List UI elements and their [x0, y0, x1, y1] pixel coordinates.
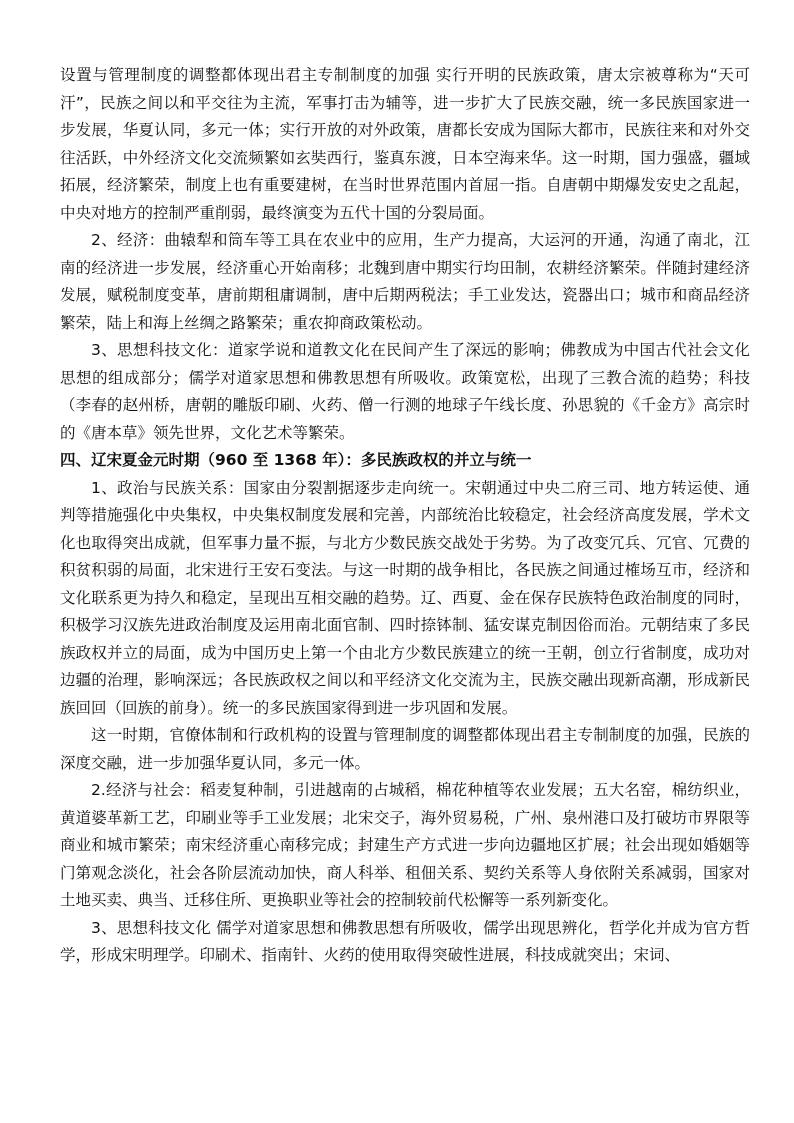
paragraph-song-culture: 3、思想科技文化 儒学对道家思想和佛教思想有所吸收，儒学出现思辨化，哲学化并成为官方哲学，形成宋明理学。印刷术、指南针、火药的使用取得突破性进展，科技成就突出；宋词、 [60, 918, 750, 964]
paragraph-song-economy: 2.经济与社会：稻麦复种制，引进越南的占城稻，棉花种植等农业发展；五大名窑，棉纺织业，黄道婆革新工艺，印刷业等手工业发展；北宋交子，海外贸易税，广州、泉州港口及打破坊市界限等商业和城市繁荣；南宋经济重心南移完成；封建生产方式进一步向边疆地区扩展；社会出现如婚姻等门第观念淡化，社会各阶层流动加快，商人科举、租佃关系、契约关系等人身依附关系减弱，国家对土地买卖、典当、迁移住所、更换职业等社会的控制较前代松懈等一系列新变化。 [60, 781, 750, 909]
paragraph-tang-economy: 2、经济：曲辕犁和筒车等工具在农业中的应用，生产力提高，大运河的开通，沟通了南北，江南的经济进一步发展，经济重心开始南移；北魏到唐中期实行均田制，农耕经济繁荣。伴随封建经济发展，赋税制度变革，唐前期租庸调制，唐中后期两税法；手工业发达，瓷器出口；城市和商品经济繁荣，陆上和海上丝绸之路繁荣；重农抑商政策松动。 [60, 231, 750, 332]
paragraph-song-summary: 这一时期，官僚体制和行政机构的设置与管理制度的调整都体现出君主专制制度的加强，民族的深度交融，进一步加强华夏认同，多元一体。 [60, 726, 750, 772]
section-heading: 四、辽宋夏金元时期（960 至 1368 年）：多民族政权的并立与统一 [60, 451, 532, 469]
paragraph-tang-culture: 3、思想科技文化：道家学说和道教文化在民间产生了深远的影响；佛教成为中国古代社会文化思想的组成部分；儒学对道家思想和佛教思想有所吸收。政策宽松，出现了三教合流的趋势；科技（李春的赵州桥，唐朝的雕版印刷、火药、僧一行测的地球子午线长度、孙思貌的《千金方》高宗时的《唐本草》领先世界，文化艺术等繁荣。 [60, 341, 750, 442]
document-page [60, 62, 750, 970]
paragraph-tang-politics-continued: 设置与管理制度的调整都体现出君主专制制度的加强 实行开明的民族政策，唐太宗被尊称为“天可汗”，民族之间以和平交往为主流，军事打击为辅等，进一步扩大了民族交融，统一多民族国家进一步发展，华夏认同，多元一体；实行开放的对外政策，唐都长安成为国际大都市，民族往来和对外交往活跃，中外经济文化交流频繁如玄奘西行，鉴真东渡，日本空海来华。这一时期，国力强盛，疆域拓展，经济繁荣，制度上也有重要建树，在当时世界范围内首屈一指。自唐朝中期爆发安史之乱起，中央对地方的控制严重削弱，最终演变为五代十国的分裂局面。 [60, 66, 750, 222]
paragraph-song-politics: 1、政治与民族关系：国家由分裂割据逐步走向统一。宋朝通过中央二府三司、地方转运使、通判等措施强化中央集权，中央集权制度发展和完善，内部统治比较稳定，社会经济高度发展，学术文化也取得突出成就，但军事力量不振，与北方少数民族交战处于劣势。为了改变冗兵、冗官、冗费的积贫积弱的局面，北宋进行王安石变法。与这一时期的战争相比，各民族之间通过榷场互市，经济和文化联系更为持久和稳定，呈现出互相交融的趋势。辽、西夏、金在保存民族特色政治制度的同时，积极学习汉族先进政治制度及运用南北面官制、四时捺钵制、猛安谋克制因俗而治。元朝结束了多民族政权并立的局面，成为中国历史上第一个由北方少数民族建立的统一王朝，创立行省制度，成功对边疆的治理，影响深远；各民族政权之间以和平经济文化交流为主，民族交融出现新高潮，形成新民族回回（回族的前身）。统一的多民族国家得到进一步巩固和发展。 [60, 478, 750, 717]
